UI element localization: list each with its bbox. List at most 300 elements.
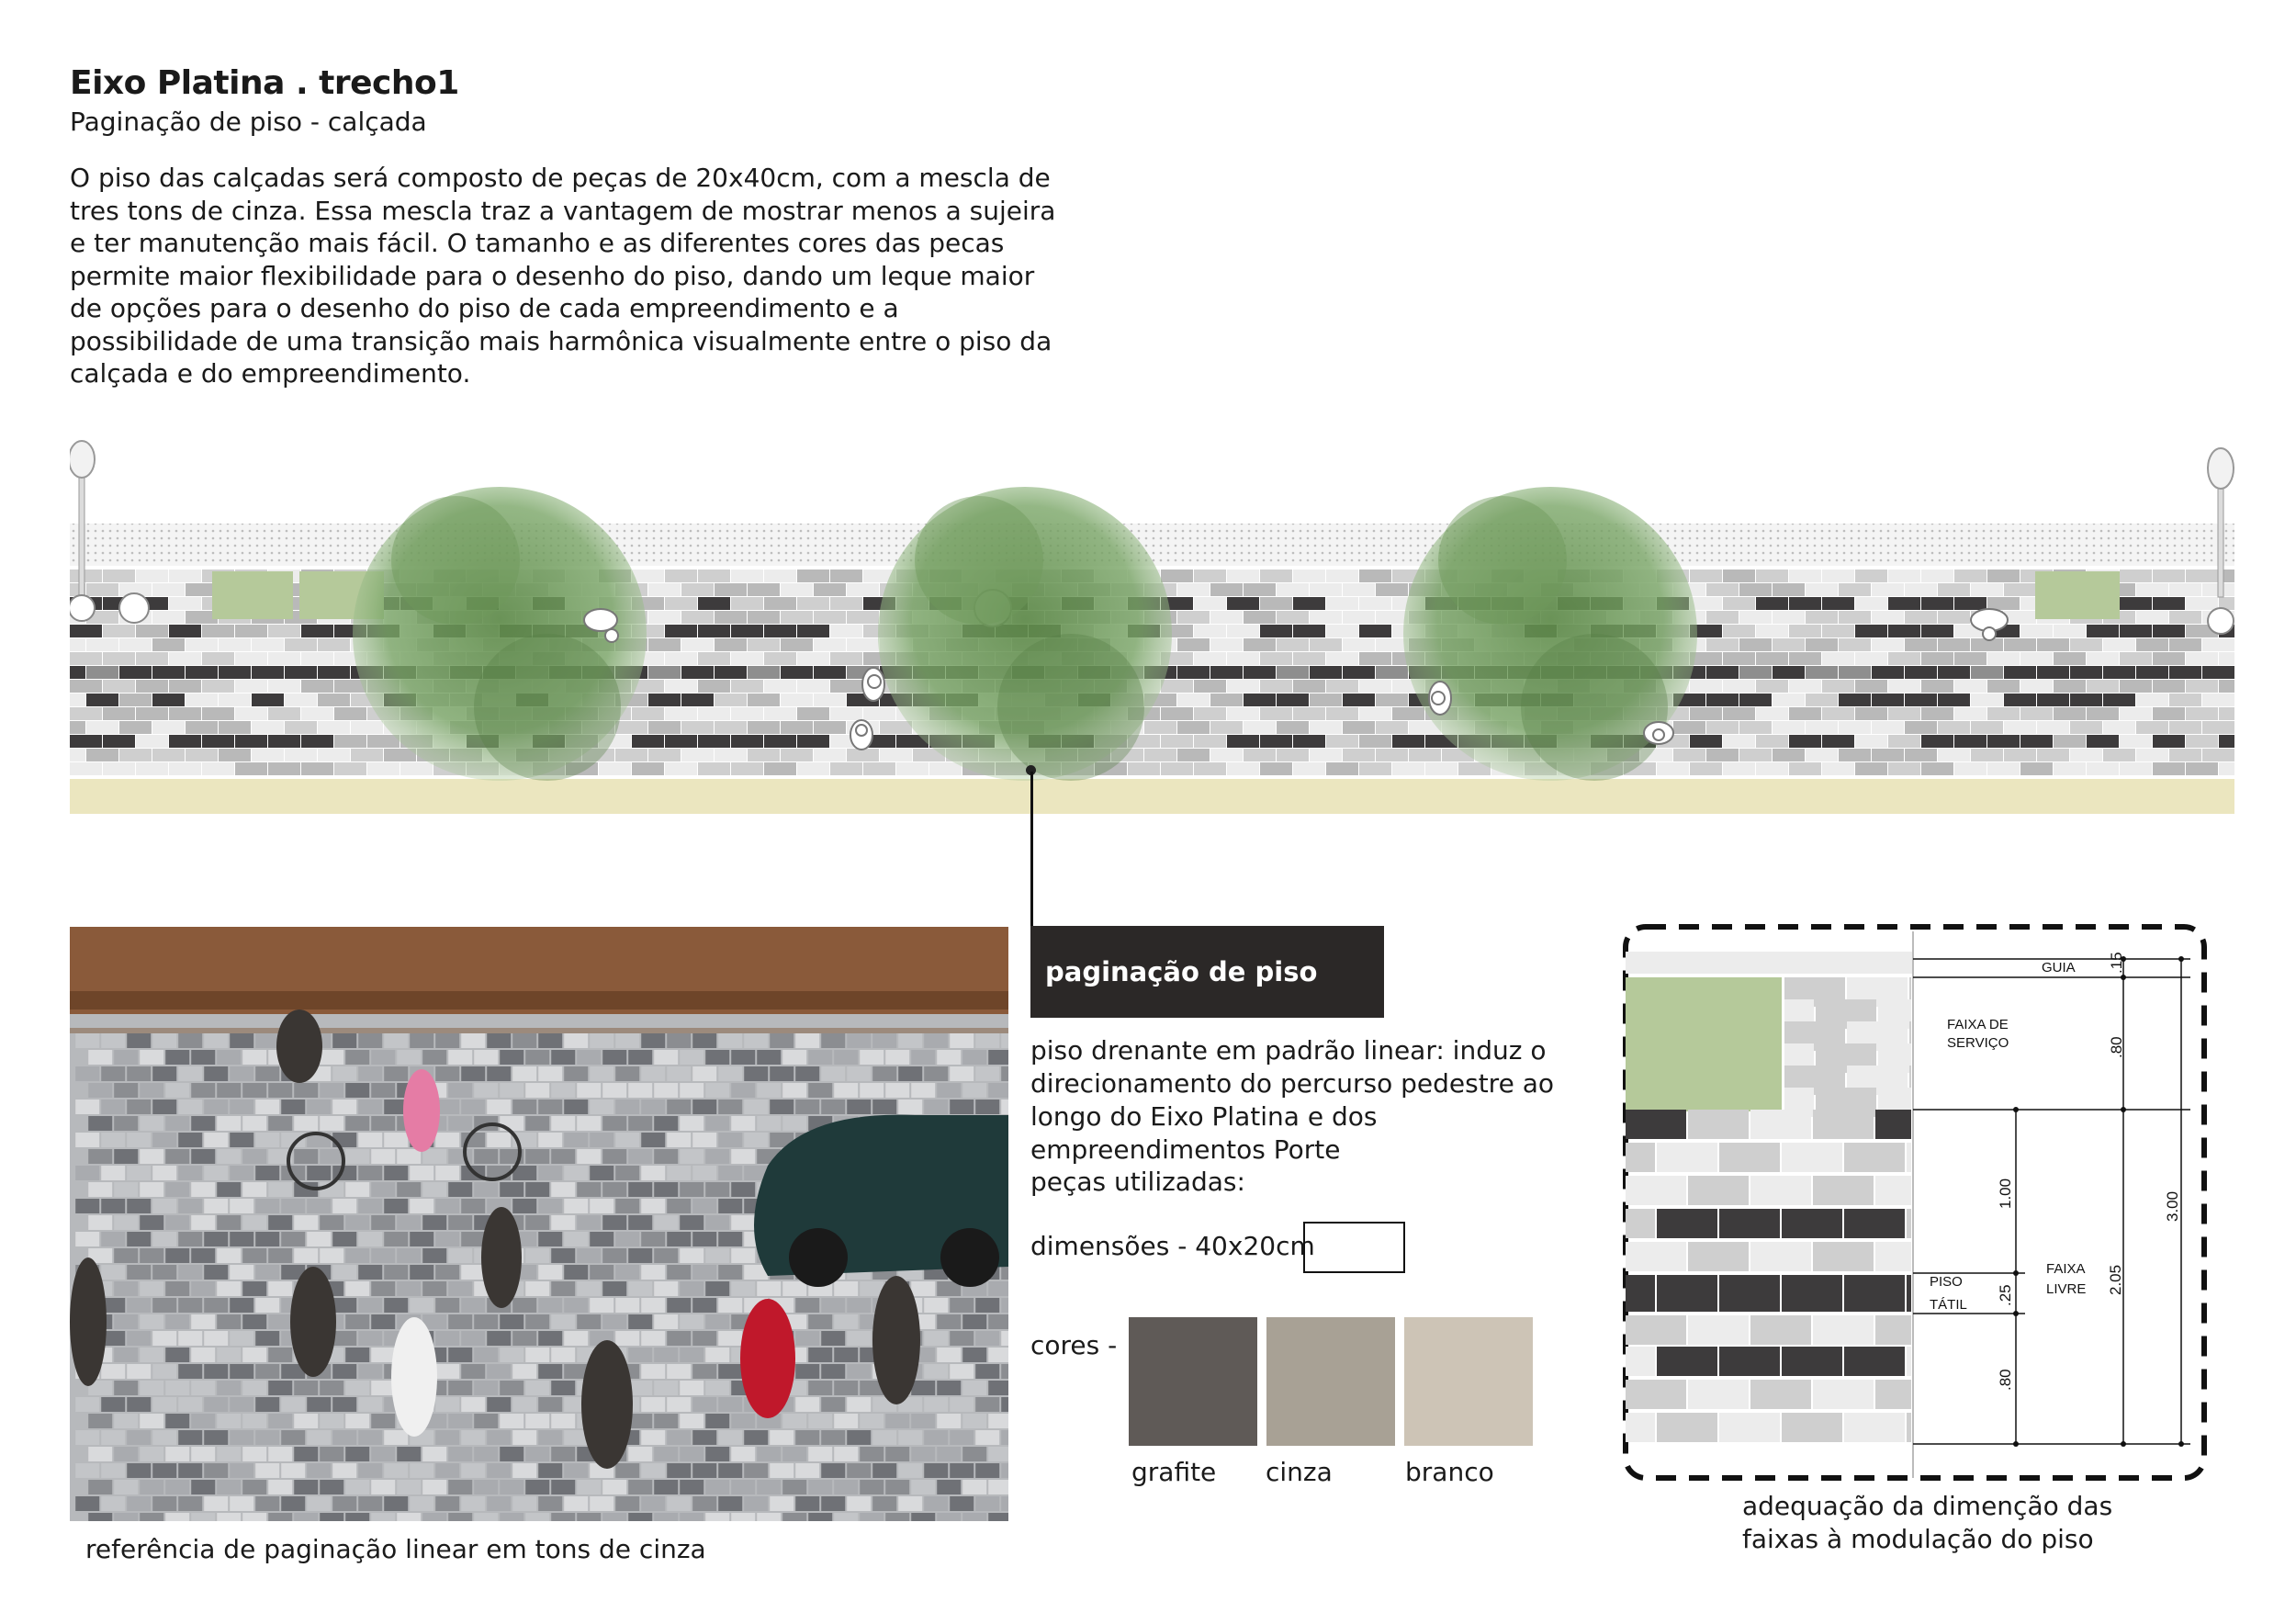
- paver-tile: [2037, 749, 2069, 761]
- photo-tile: [654, 1314, 678, 1329]
- paver-tile: [268, 707, 300, 720]
- photo-tile: [268, 1480, 292, 1494]
- paver-tile: [119, 694, 152, 706]
- photo-tile: [577, 1083, 601, 1098]
- photo-tile: [101, 1066, 125, 1081]
- photo-tile: [75, 1463, 99, 1478]
- paver-tile: [1872, 666, 1904, 679]
- photo-tile: [384, 1298, 408, 1313]
- paver-tile: [70, 625, 102, 637]
- paver-tile: [1210, 583, 1243, 596]
- photo-tile: [1001, 1331, 1008, 1346]
- photo-tile: [692, 1133, 716, 1147]
- photo-tile: [178, 1463, 202, 1478]
- paver-tile: [1293, 762, 1325, 775]
- section-tile: [1844, 1143, 1905, 1172]
- photo-tile: [885, 1414, 909, 1428]
- paver-tile: [1938, 583, 1970, 596]
- photo-tile: [988, 1381, 1008, 1395]
- paver-tile: [681, 694, 714, 706]
- photo-tile: [551, 1414, 575, 1428]
- photo-tile: [808, 1083, 832, 1098]
- paver-tile: [797, 707, 829, 720]
- photo-tile: [602, 1050, 626, 1065]
- section-tile: [1688, 1110, 1749, 1139]
- paver-tile: [318, 721, 350, 734]
- photo-tile: [808, 1480, 832, 1494]
- paver-tile: [252, 749, 284, 761]
- photo-tile: [165, 1513, 189, 1521]
- paver-tile: [715, 583, 747, 596]
- paver-tile: [318, 749, 350, 761]
- photo-tile: [538, 1166, 562, 1180]
- photo-tile: [577, 1182, 601, 1197]
- paver-tile: [1194, 625, 1226, 637]
- dim-total: 3.00: [2164, 1190, 2181, 1222]
- photo-tile: [114, 1513, 138, 1521]
- paver-tile: [1806, 694, 1838, 706]
- paver-tile: [1888, 625, 1920, 637]
- paver-tile: [1177, 611, 1210, 624]
- photo-tile: [165, 1281, 189, 1296]
- paver-tile: [648, 611, 681, 624]
- photo-tile: [191, 1281, 215, 1296]
- photo-tile: [757, 1480, 781, 1494]
- photo-tile: [101, 1232, 125, 1246]
- paver-tile: [1773, 721, 1805, 734]
- photo-tile: [962, 1050, 986, 1065]
- paver-tile: [2120, 762, 2152, 775]
- paver-tile: [1310, 749, 1342, 761]
- photo-tile: [641, 1331, 665, 1346]
- photo-tile: [680, 1215, 703, 1230]
- section-tile: [1875, 1242, 1911, 1271]
- photo-tile: [808, 1513, 832, 1521]
- photo-tile: [358, 1364, 382, 1379]
- photo-tile: [885, 1513, 909, 1521]
- paver-tile: [1161, 707, 1193, 720]
- paver-tile: [781, 666, 813, 679]
- paver-tile: [1921, 762, 1953, 775]
- photo-tile: [152, 1430, 176, 1445]
- photo-tile: [204, 1463, 228, 1478]
- photo-tile: [140, 1083, 163, 1098]
- photo-tile: [911, 1381, 935, 1395]
- photo-tile: [242, 1414, 266, 1428]
- photo-tile: [217, 1050, 241, 1065]
- paver-tile: [1938, 721, 1970, 734]
- paver-tile: [1293, 652, 1325, 665]
- photo-tile: [602, 1215, 626, 1230]
- photo-tile: [615, 1298, 639, 1313]
- paver-tile: [1359, 597, 1391, 610]
- photo-tile: [641, 1265, 665, 1280]
- paver-tile: [1409, 749, 1441, 761]
- photo-tile: [705, 1215, 729, 1230]
- photo-tile: [384, 1496, 408, 1511]
- paver-tile: [235, 652, 267, 665]
- paver-tile: [1392, 735, 1424, 748]
- paver-tile: [830, 597, 862, 610]
- photo-tile: [962, 1348, 986, 1362]
- photo-tile: [654, 1513, 678, 1521]
- photo-tile: [230, 1331, 253, 1346]
- photo-tile: [782, 1447, 806, 1461]
- photo-tile: [551, 1314, 575, 1329]
- photo-tile: [538, 1397, 562, 1412]
- paver-tile: [2087, 762, 2119, 775]
- photo-tile: [191, 1149, 215, 1164]
- section-tile: [1719, 1275, 1780, 1312]
- section-tile: [1626, 1176, 1686, 1205]
- photo-tile: [294, 1116, 318, 1131]
- photo-tile: [397, 1248, 421, 1263]
- paver-tile: [1706, 666, 1739, 679]
- paver-tile: [764, 762, 796, 775]
- photo-tile: [435, 1364, 459, 1379]
- photo-tile: [937, 1050, 961, 1065]
- paver-tile: [1310, 694, 1342, 706]
- photo-tile: [628, 1348, 652, 1362]
- photo-tile: [975, 1100, 999, 1114]
- tree-pit: [119, 593, 149, 623]
- photo-tile: [358, 1199, 382, 1213]
- paver-tile: [70, 749, 85, 761]
- photo-tile: [937, 1480, 961, 1494]
- photo-tile: [255, 1496, 279, 1511]
- photo-tile: [345, 1050, 369, 1065]
- dim-livre-bottom: .80: [1997, 1369, 2014, 1391]
- photo-tile: [590, 1166, 613, 1180]
- paver-tile: [1839, 666, 1871, 679]
- photo-tile: [191, 1248, 215, 1263]
- paver-tile: [1343, 694, 1375, 706]
- photo-tile: [590, 1100, 613, 1114]
- paver-tile: [1194, 762, 1226, 775]
- photo-tile: [255, 1166, 279, 1180]
- paver-tile: [814, 611, 846, 624]
- photo-tile: [345, 1314, 369, 1329]
- photo-tile: [512, 1496, 536, 1511]
- photo-tile: [654, 1381, 678, 1395]
- photo-tile: [242, 1182, 266, 1197]
- paver-tile: [70, 680, 102, 693]
- paver-tile: [1905, 583, 1937, 596]
- paver-tile: [748, 583, 780, 596]
- photo-tile: [602, 1248, 626, 1263]
- paver-tile: [2070, 666, 2102, 679]
- photo-tile: [448, 1513, 472, 1521]
- photo-tile: [667, 1133, 691, 1147]
- paver-tile: [830, 707, 862, 720]
- photo-tile: [410, 1298, 433, 1313]
- photo-tile: [962, 1414, 986, 1428]
- photo-tile: [487, 1496, 511, 1511]
- photo-tile: [448, 1116, 472, 1131]
- photo-tile: [487, 1133, 511, 1147]
- photo-tile: [654, 1182, 678, 1197]
- paver-tile: [1706, 611, 1739, 624]
- photo-tile: [165, 1381, 189, 1395]
- photo-tile: [847, 1397, 871, 1412]
- label-piso-tatil-2: TÁTIL: [1930, 1297, 1967, 1313]
- planter: [2035, 571, 2120, 619]
- paver-tile: [2120, 735, 2152, 748]
- photo-tile: [461, 1463, 485, 1478]
- photo-tile: [680, 1513, 703, 1521]
- photo-tile: [667, 1100, 691, 1114]
- paver-tile: [70, 707, 102, 720]
- photo-tile: [692, 1166, 716, 1180]
- paver-tile: [1806, 611, 1838, 624]
- photo-tile: [294, 1215, 318, 1230]
- photo-tile: [75, 1033, 99, 1048]
- paver-tile: [1144, 721, 1176, 734]
- photo-tile: [667, 1066, 691, 1081]
- paver-tile: [1855, 707, 1887, 720]
- photo-tile: [512, 1100, 536, 1114]
- paver-tile: [202, 652, 234, 665]
- photo-tile: [230, 1133, 253, 1147]
- photo-tile: [872, 1033, 896, 1048]
- paver-tile: [2103, 721, 2135, 734]
- swatch-branco: [1404, 1317, 1533, 1446]
- photo-tile: [255, 1066, 279, 1081]
- photo-tile: [332, 1397, 356, 1412]
- photo-tile: [294, 1480, 318, 1494]
- photo-tile: [525, 1480, 549, 1494]
- paver-tile: [1954, 735, 1986, 748]
- photo-tile: [114, 1083, 138, 1098]
- paver-tile: [1789, 652, 1821, 665]
- paver-tile: [1756, 735, 1788, 748]
- photo-tile: [448, 1348, 472, 1362]
- photo-tile: [1001, 1430, 1008, 1445]
- photo-tile: [191, 1182, 215, 1197]
- photo-tile: [731, 1083, 755, 1098]
- photo-tile: [152, 1364, 176, 1379]
- paver-tile: [1277, 721, 1309, 734]
- paver-tile: [1789, 707, 1821, 720]
- photo-tile: [448, 1447, 472, 1461]
- section-tile: [1813, 1242, 1874, 1271]
- paver-tile: [2169, 721, 2201, 734]
- photo-tile: [551, 1248, 575, 1263]
- paver-tile: [1971, 694, 2003, 706]
- photo-tile: [191, 1381, 215, 1395]
- paver-tile: [1723, 762, 1755, 775]
- section-tile: [1907, 1143, 1911, 1172]
- photo-tile: [487, 1364, 511, 1379]
- paver-tile: [1855, 597, 1887, 610]
- photo-tile: [294, 1447, 318, 1461]
- paver-tile: [1293, 597, 1325, 610]
- paver-tile: [1128, 762, 1160, 775]
- photo-tile: [371, 1248, 395, 1263]
- photo-tile: [898, 1463, 922, 1478]
- paver-tile: [301, 735, 333, 748]
- photo-tile: [782, 1414, 806, 1428]
- paver-tile: [648, 721, 681, 734]
- paver-tile: [1905, 666, 1937, 679]
- paver-tile: [1277, 666, 1309, 679]
- photo-tile: [140, 1050, 163, 1065]
- photo-tile: [988, 1447, 1008, 1461]
- section-tile: [1782, 1413, 1842, 1442]
- photo-tile: [358, 1331, 382, 1346]
- paver-tile: [1954, 707, 1986, 720]
- photo-tile: [718, 1430, 742, 1445]
- paver-tile: [715, 694, 747, 706]
- photo-tile: [705, 1414, 729, 1428]
- paver-tile: [764, 707, 796, 720]
- photo-tile: [384, 1199, 408, 1213]
- photo-tile: [127, 1199, 151, 1213]
- paver-tile: [2103, 694, 2135, 706]
- photo-tile: [435, 1232, 459, 1246]
- photo-tile: [602, 1116, 626, 1131]
- photo-tile: [127, 1364, 151, 1379]
- photo-tile: [345, 1414, 369, 1428]
- section-tile: [1626, 1242, 1686, 1271]
- paver-tile: [2070, 721, 2102, 734]
- photo-tile: [371, 1149, 395, 1164]
- paver-tile: [318, 694, 350, 706]
- photo-tile: [872, 1496, 896, 1511]
- paver-tile: [1756, 707, 1788, 720]
- photo-tile: [782, 1513, 806, 1521]
- photo-tile: [692, 1033, 716, 1048]
- photo-tile: [705, 1281, 729, 1296]
- paver-tile: [1822, 680, 1854, 693]
- photo-tile: [242, 1348, 266, 1362]
- paver-tile: [2004, 611, 2036, 624]
- photo-tile: [410, 1496, 433, 1511]
- paver-tile: [1177, 638, 1210, 651]
- photo-tile: [590, 1199, 613, 1213]
- photo-tile: [667, 1463, 691, 1478]
- photo-tile: [230, 1166, 253, 1180]
- photo-tile: [577, 1116, 601, 1131]
- paver-tile: [1260, 735, 1292, 748]
- paver-tile: [1938, 638, 1970, 651]
- photo-tile: [114, 1348, 138, 1362]
- photo-tile: [114, 1248, 138, 1263]
- photo-tile: [628, 1182, 652, 1197]
- photo-tile: [474, 1381, 498, 1395]
- photo-tile: [705, 1381, 729, 1395]
- photo-tile: [152, 1331, 176, 1346]
- photo-tile: [140, 1215, 163, 1230]
- section-tile: [1626, 1315, 1686, 1345]
- photo-tile: [140, 1248, 163, 1263]
- photo-tile: [821, 1298, 845, 1313]
- photo-tile: [512, 1199, 536, 1213]
- photo-tile: [731, 1248, 755, 1263]
- paver-tile: [1227, 570, 1259, 582]
- paver-tile: [1789, 570, 1821, 582]
- photo-tile: [255, 1133, 279, 1147]
- photo-tile: [731, 1149, 755, 1164]
- paver-tile: [2020, 652, 2053, 665]
- photo-tile: [577, 1050, 601, 1065]
- photo-tile: [255, 1033, 279, 1048]
- photo-tile: [808, 1447, 832, 1461]
- photo-tile: [615, 1166, 639, 1180]
- photo-tile: [345, 1083, 369, 1098]
- photo-tile: [230, 1463, 253, 1478]
- paver-tile: [70, 721, 85, 734]
- paver-tile: [301, 680, 333, 693]
- photo-tile: [435, 1199, 459, 1213]
- photo-tile: [320, 1513, 343, 1521]
- photo-tile: [795, 1496, 819, 1511]
- section-tile: [1688, 1176, 1749, 1205]
- photo-tile: [461, 1496, 485, 1511]
- paver-tile: [2120, 625, 2152, 637]
- section-tile: [1626, 1209, 1655, 1238]
- photo-tile: [88, 1447, 112, 1461]
- photo-tile: [114, 1381, 138, 1395]
- paver-tile: [1343, 583, 1375, 596]
- paver-tile: [119, 749, 152, 761]
- photo-tile: [564, 1463, 588, 1478]
- paver-tile: [318, 666, 350, 679]
- paver-tile: [2219, 680, 2234, 693]
- paver-tile: [1260, 625, 1292, 637]
- paver-tile: [1706, 694, 1739, 706]
- photo-tile: [577, 1480, 601, 1494]
- paver-tile: [648, 638, 681, 651]
- photo-tile: [590, 1066, 613, 1081]
- paver-tile: [1376, 611, 1408, 624]
- photo-tile: [512, 1298, 536, 1313]
- paver-tile: [119, 666, 152, 679]
- paver-tile: [1210, 638, 1243, 651]
- photo-tile: [474, 1083, 498, 1098]
- paver-tile: [1326, 652, 1358, 665]
- paver-tile: [1706, 721, 1739, 734]
- intro-paragraph: O piso das calçadas será composto de peças de 20x40cm, com a mescla de tres tons de cinza. Essa mescla traz a vantagem de mostrar menos a sujeira e ter manutenção mais fácil. O tamanho e as diferentes cores das pecas permite maior flexibilidade para o desenho do piso, dando um leque maior de opções para o desenho do piso de cada empreendimento e a possibilidade de uma transição mais harmônica visualmente entre o piso da calçada e do empreendimento.: [70, 163, 1056, 389]
- section-tile: [1750, 1315, 1811, 1345]
- photo-tile: [834, 1348, 858, 1362]
- photo-tile: [615, 1133, 639, 1147]
- photo-tile: [602, 1182, 626, 1197]
- photo-tile: [114, 1215, 138, 1230]
- paver-tile: [781, 583, 813, 596]
- photo-tile: [217, 1447, 241, 1461]
- section-tile: [1719, 1413, 1780, 1442]
- photo-tile: [101, 1265, 125, 1280]
- photo-tile: [538, 1298, 562, 1313]
- photo-tile: [307, 1232, 331, 1246]
- photo-tile: [937, 1348, 961, 1362]
- photo-tile: [821, 1331, 845, 1346]
- photo-tile: [718, 1066, 742, 1081]
- photo-tile: [628, 1215, 652, 1230]
- paver-tile: [1690, 762, 1722, 775]
- photo-tile: [204, 1066, 228, 1081]
- paver-tile: [86, 694, 118, 706]
- photo-tile: [860, 1050, 884, 1065]
- paver-tile: [2219, 735, 2234, 748]
- paver-tile: [698, 762, 730, 775]
- paver-tile: [731, 707, 763, 720]
- paver-tile: [2169, 583, 2201, 596]
- section-tile: [1719, 1143, 1780, 1172]
- photo-tile: [204, 1331, 228, 1346]
- swatch-grafite: [1129, 1317, 1257, 1446]
